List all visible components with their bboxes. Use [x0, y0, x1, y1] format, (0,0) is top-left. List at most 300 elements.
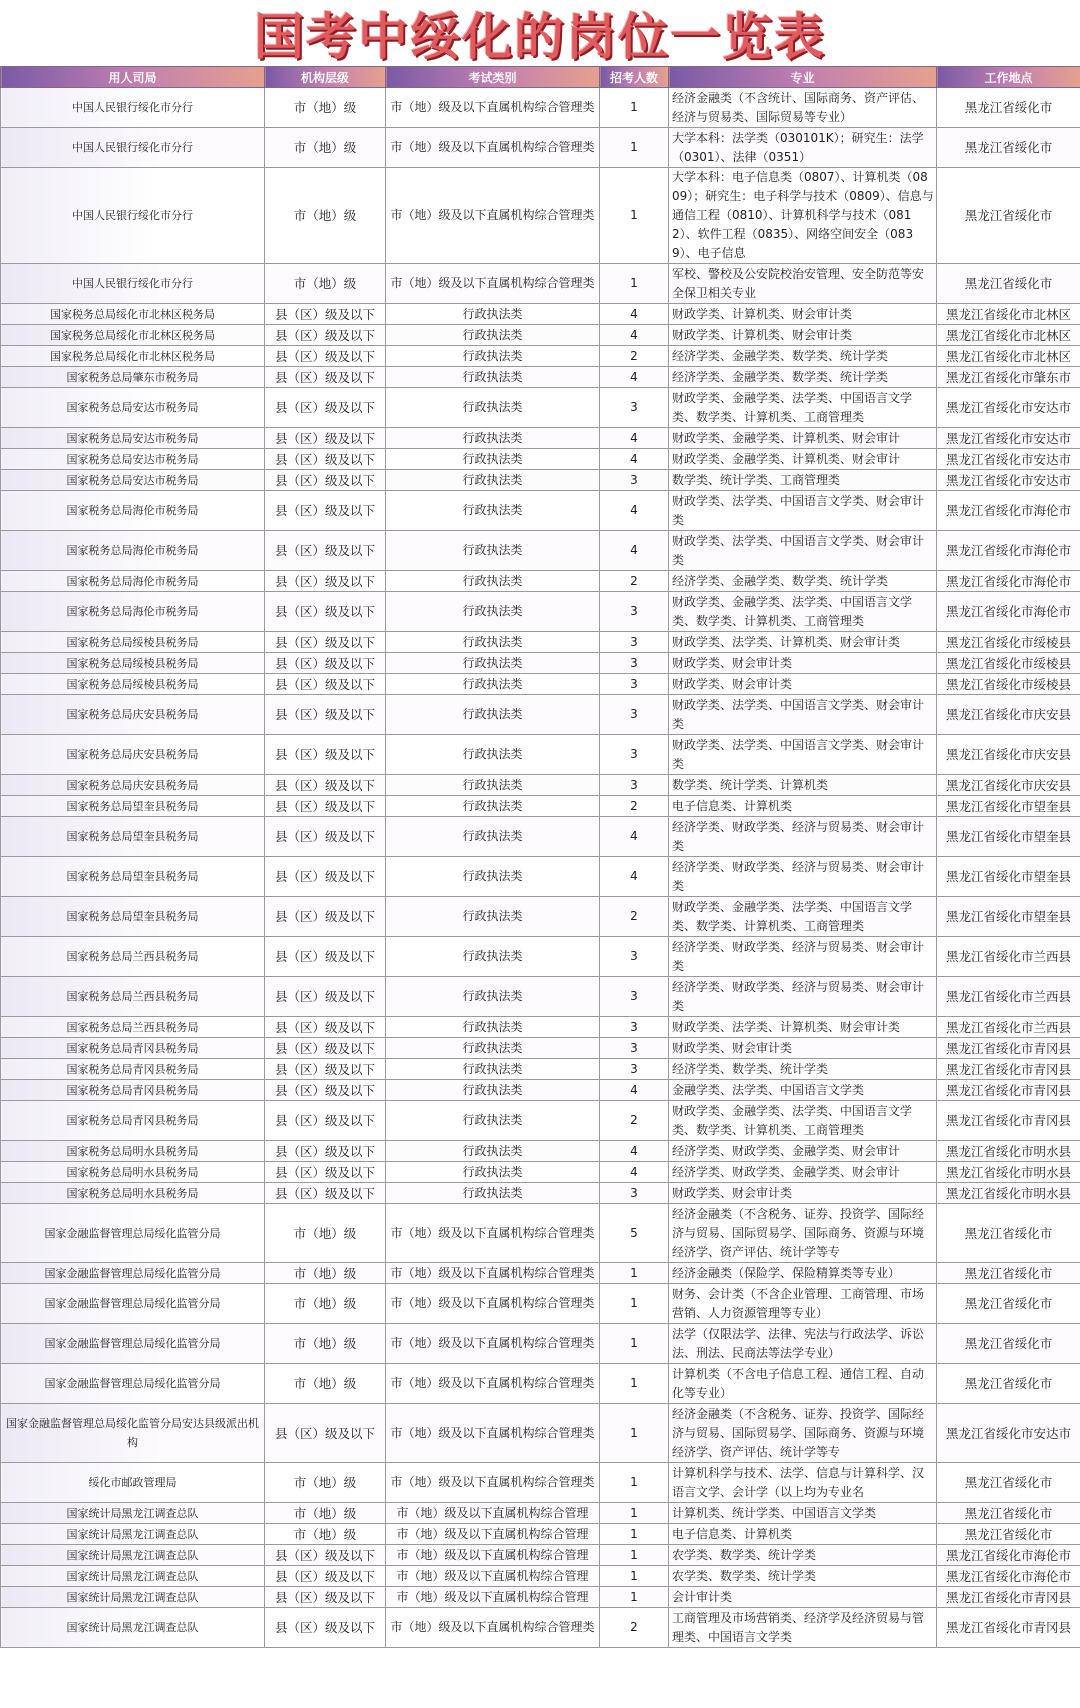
headcount-cell: 4 [600, 428, 669, 449]
department-cell: 国家税务总局庆安县税务局 [1, 695, 265, 735]
department-cell: 国家税务总局肇东市税务局 [1, 367, 265, 388]
major-cell: 财政学类、计算机类、财会审计类 [669, 325, 937, 346]
level-cell: 县（区）级及以下 [265, 653, 386, 674]
location-cell: 黑龙江省绥化市海伦市 [937, 571, 1080, 592]
department-cell: 中国人民银行绥化市分行 [1, 88, 265, 128]
level-cell: 市（地）级 [265, 1364, 386, 1404]
location-cell: 黑龙江省绥化市 [937, 88, 1080, 128]
department-cell: 国家税务总局安达市税务局 [1, 428, 265, 449]
major-cell: 经济金融类（不含税务、证券、投资学、国际经济与贸易、国际贸易学、国际商务、资源与环境经济学、资产评估、统计学等专 [669, 1404, 937, 1463]
department-cell: 国家税务总局青冈县税务局 [1, 1038, 265, 1059]
level-cell: 县（区）级及以下 [265, 346, 386, 367]
major-cell: 财政学类、金融学类、法学类、中国语言文学类、数学类、计算机类、工商管理类 [669, 897, 937, 937]
level-cell: 县（区）级及以下 [265, 632, 386, 653]
major-cell: 经济学类、金融学类、数学类、统计学类 [669, 571, 937, 592]
headcount-cell: 4 [600, 857, 669, 897]
headcount-cell: 1 [600, 264, 669, 304]
location-cell: 黑龙江省绥化市北林区 [937, 304, 1080, 325]
major-cell: 财政学类、金融学类、计算机类、财会审计 [669, 428, 937, 449]
major-cell: 大学本科：法学类（030101K）；研究生：法学（0301）、法律（0351） [669, 128, 937, 168]
major-cell: 经济学类、财政学类、金融学类、财会审计 [669, 1141, 937, 1162]
level-cell: 县（区）级及以下 [265, 937, 386, 977]
department-cell: 国家税务总局海伦市税务局 [1, 491, 265, 531]
location-cell: 黑龙江省绥化市望奎县 [937, 857, 1080, 897]
table-row [1, 653, 1080, 674]
major-cell: 财政学类、法学类、计算机类、财会审计类 [669, 632, 937, 653]
table-row [1, 1204, 1080, 1263]
page-title: 国考中绥化的岗位一览表 [254, 7, 826, 66]
table-row [1, 428, 1080, 449]
headcount-cell: 3 [600, 1017, 669, 1038]
exam-category-cell: 行政执法类 [386, 653, 600, 674]
major-cell: 经济金融类（不含税务、证券、投资学、国际经济与贸易、国际贸易学、国际商务、资源与环境经济学、资产评估、统计学等专 [669, 1204, 937, 1263]
location-cell: 黑龙江省绥化市望奎县 [937, 817, 1080, 857]
table-row [1, 88, 1080, 128]
major-cell: 财政学类、法学类、中国语言文学类、财会审计类 [669, 531, 937, 571]
exam-category-cell: 市（地）级及以下直属机构综合管理类 [386, 1463, 600, 1503]
headcount-cell: 3 [600, 937, 669, 977]
level-cell: 市（地）级 [265, 1284, 386, 1324]
department-cell: 国家统计局黑龙江调查总队 [1, 1566, 265, 1587]
level-cell: 县（区）级及以下 [265, 470, 386, 491]
table-row [1, 1101, 1080, 1141]
table-row [1, 857, 1080, 897]
location-cell: 黑龙江省绥化市庆安县 [937, 775, 1080, 796]
department-cell: 中国人民银行绥化市分行 [1, 128, 265, 168]
headcount-cell: 2 [600, 897, 669, 937]
level-cell: 县（区）级及以下 [265, 491, 386, 531]
department-cell: 国家金融监督管理总局绥化监管分局 [1, 1204, 265, 1263]
level-cell: 县（区）级及以下 [265, 1101, 386, 1141]
headcount-cell: 5 [600, 1204, 669, 1263]
exam-category-cell: 行政执法类 [386, 531, 600, 571]
level-cell: 县（区）级及以下 [265, 1404, 386, 1463]
level-cell: 县（区）级及以下 [265, 1059, 386, 1080]
department-cell: 国家税务总局绥化市北林区税务局 [1, 325, 265, 346]
table-row [1, 1162, 1080, 1183]
headcount-cell: 1 [600, 1503, 669, 1524]
major-cell: 军校、警校及公安院校治安管理、安全防范等安全保卫相关专业 [669, 264, 937, 304]
level-cell: 县（区）级及以下 [265, 817, 386, 857]
level-cell: 县（区）级及以下 [265, 1017, 386, 1038]
location-cell: 黑龙江省绥化市明水县 [937, 1141, 1080, 1162]
level-cell: 县（区）级及以下 [265, 1545, 386, 1566]
table-row [1, 128, 1080, 168]
major-cell: 财政学类、法学类、中国语言文学类、财会审计类 [669, 491, 937, 531]
level-cell: 县（区）级及以下 [265, 325, 386, 346]
table-row [1, 695, 1080, 735]
exam-category-cell: 行政执法类 [386, 937, 600, 977]
exam-category-cell: 行政执法类 [386, 695, 600, 735]
headcount-cell: 2 [600, 1608, 669, 1648]
exam-category-cell: 市（地）级及以下直属机构综合管理类 [386, 88, 600, 128]
exam-category-cell: 市（地）级及以下直属机构综合管理类 [386, 168, 600, 264]
exam-category-cell: 市（地）级及以下直属机构综合管理类 [386, 1263, 600, 1284]
location-cell: 黑龙江省绥化市望奎县 [937, 897, 1080, 937]
location-cell: 黑龙江省绥化市青冈县 [937, 1101, 1080, 1141]
exam-category-cell: 行政执法类 [386, 592, 600, 632]
location-cell: 黑龙江省绥化市安达市 [937, 449, 1080, 470]
level-cell: 县（区）级及以下 [265, 1608, 386, 1648]
exam-category-cell: 行政执法类 [386, 346, 600, 367]
headcount-cell: 2 [600, 796, 669, 817]
exam-category-cell: 市（地）级及以下直属机构综合管理类 [386, 1404, 600, 1463]
location-cell: 黑龙江省绥化市 [937, 128, 1080, 168]
level-cell: 市（地）级 [265, 1324, 386, 1364]
exam-category-cell: 行政执法类 [386, 775, 600, 796]
location-cell: 黑龙江省绥化市 [937, 168, 1080, 264]
department-cell: 国家税务总局望奎县税务局 [1, 897, 265, 937]
headcount-cell: 3 [600, 977, 669, 1017]
department-cell: 国家税务总局兰西县税务局 [1, 937, 265, 977]
level-cell: 市（地）级 [265, 128, 386, 168]
level-cell: 县（区）级及以下 [265, 531, 386, 571]
level-cell: 市（地）级 [265, 1263, 386, 1284]
exam-category-cell: 行政执法类 [386, 470, 600, 491]
headcount-cell: 1 [600, 1364, 669, 1404]
table-row [1, 346, 1080, 367]
location-cell: 黑龙江省绥化市青冈县 [937, 1038, 1080, 1059]
department-cell: 国家税务总局庆安县税务局 [1, 775, 265, 796]
department-cell: 中国人民银行绥化市分行 [1, 168, 265, 264]
table-row [1, 1324, 1080, 1364]
location-cell: 黑龙江省绥化市安达市 [937, 1404, 1080, 1463]
location-cell: 黑龙江省绥化市青冈县 [937, 1587, 1080, 1608]
location-cell: 黑龙江省绥化市青冈县 [937, 1059, 1080, 1080]
table-header-row [1, 67, 1080, 88]
major-cell: 计算机类、统计学类、中国语言文学类 [669, 1503, 937, 1524]
header-exam-category: 考试类别 [386, 67, 600, 88]
location-cell: 黑龙江省绥化市兰西县 [937, 1017, 1080, 1038]
exam-category-cell: 市（地）级及以下直属机构综合管理 [386, 1545, 600, 1566]
table-row [1, 388, 1080, 428]
exam-category-cell: 行政执法类 [386, 632, 600, 653]
location-cell: 黑龙江省绥化市安达市 [937, 428, 1080, 449]
headcount-cell: 1 [600, 1463, 669, 1503]
table-row [1, 1284, 1080, 1324]
table-row [1, 796, 1080, 817]
major-cell: 经济学类、财政学类、金融学类、财会审计 [669, 1162, 937, 1183]
headcount-cell: 3 [600, 470, 669, 491]
major-cell: 计算机科学与技术、法学、信息与计算科学、汉语言文学、会计学（以上均为专业名 [669, 1463, 937, 1503]
major-cell: 财政学类、计算机类、财会审计类 [669, 304, 937, 325]
level-cell: 县（区）级及以下 [265, 428, 386, 449]
level-cell: 县（区）级及以下 [265, 897, 386, 937]
headcount-cell: 4 [600, 531, 669, 571]
department-cell: 国家税务总局望奎县税务局 [1, 817, 265, 857]
headcount-cell: 4 [600, 367, 669, 388]
major-cell: 经济金融类（不含统计、国际商务、资产评估、经济与贸易类、国际贸易等专业） [669, 88, 937, 128]
headcount-cell: 3 [600, 775, 669, 796]
headcount-cell: 3 [600, 653, 669, 674]
headcount-cell: 3 [600, 735, 669, 775]
table-row [1, 775, 1080, 796]
department-cell: 国家税务总局安达市税务局 [1, 449, 265, 470]
location-cell: 黑龙江省绥化市 [937, 1263, 1080, 1284]
department-cell: 国家金融监督管理总局绥化监管分局 [1, 1263, 265, 1284]
headcount-cell: 4 [600, 1162, 669, 1183]
location-cell: 黑龙江省绥化市海伦市 [937, 531, 1080, 571]
headcount-cell: 4 [600, 304, 669, 325]
level-cell: 市（地）级 [265, 1524, 386, 1545]
level-cell: 县（区）级及以下 [265, 388, 386, 428]
department-cell: 国家统计局黑龙江调查总队 [1, 1545, 265, 1566]
table-row [1, 264, 1080, 304]
location-cell: 黑龙江省绥化市肇东市 [937, 367, 1080, 388]
major-cell: 农学类、数学类、统计学类 [669, 1566, 937, 1587]
headcount-cell: 4 [600, 491, 669, 531]
table-row [1, 1545, 1080, 1566]
table-row [1, 592, 1080, 632]
headcount-cell: 3 [600, 632, 669, 653]
exam-category-cell: 行政执法类 [386, 977, 600, 1017]
exam-category-cell: 行政执法类 [386, 1162, 600, 1183]
exam-category-cell: 行政执法类 [386, 325, 600, 346]
exam-category-cell: 行政执法类 [386, 367, 600, 388]
location-cell: 黑龙江省绥化市兰西县 [937, 977, 1080, 1017]
location-cell: 黑龙江省绥化市 [937, 264, 1080, 304]
level-cell: 县（区）级及以下 [265, 674, 386, 695]
table-row [1, 735, 1080, 775]
location-cell: 黑龙江省绥化市绥棱县 [937, 674, 1080, 695]
table-row [1, 325, 1080, 346]
location-cell: 黑龙江省绥化市明水县 [937, 1183, 1080, 1204]
table-row [1, 367, 1080, 388]
department-cell: 国家税务总局安达市税务局 [1, 470, 265, 491]
headcount-cell: 2 [600, 1101, 669, 1141]
header-department: 用人司局 [1, 67, 265, 88]
level-cell: 县（区）级及以下 [265, 1038, 386, 1059]
department-cell: 国家金融监督管理总局绥化监管分局安达县级派出机构 [1, 1404, 265, 1463]
department-cell: 国家税务总局望奎县税务局 [1, 796, 265, 817]
department-cell: 国家税务总局海伦市税务局 [1, 531, 265, 571]
headcount-cell: 1 [600, 128, 669, 168]
level-cell: 县（区）级及以下 [265, 571, 386, 592]
header-major: 专业 [669, 67, 937, 88]
location-cell: 黑龙江省绥化市北林区 [937, 346, 1080, 367]
headcount-cell: 2 [600, 346, 669, 367]
major-cell: 财政学类、金融学类、法学类、中国语言文学类、数学类、计算机类、工商管理类 [669, 592, 937, 632]
department-cell: 国家税务总局绥化市北林区税务局 [1, 304, 265, 325]
exam-category-cell: 行政执法类 [386, 1101, 600, 1141]
level-cell: 县（区）级及以下 [265, 367, 386, 388]
header-headcount: 招考人数 [600, 67, 669, 88]
major-cell: 法学（仅限法学、法律、宪法与行政法学、诉讼法、刑法、民商法等法学专业） [669, 1324, 937, 1364]
headcount-cell: 3 [600, 674, 669, 695]
level-cell: 县（区）级及以下 [265, 977, 386, 1017]
major-cell: 经济学类、财政学类、经济与贸易类、财会审计类 [669, 817, 937, 857]
major-cell: 经济学类、金融学类、数学类、统计学类 [669, 367, 937, 388]
exam-category-cell: 行政执法类 [386, 1038, 600, 1059]
table-row [1, 304, 1080, 325]
exam-category-cell: 行政执法类 [386, 491, 600, 531]
major-cell: 经济学类、金融学类、数学类、统计学类 [669, 346, 937, 367]
major-cell: 财务、会计类（不含企业管理、工商管理、市场营销、人力资源管理等专业） [669, 1284, 937, 1324]
table-row [1, 1503, 1080, 1524]
level-cell: 县（区）级及以下 [265, 775, 386, 796]
table-row [1, 1587, 1080, 1608]
headcount-cell: 4 [600, 325, 669, 346]
department-cell: 国家税务总局望奎县税务局 [1, 857, 265, 897]
location-cell: 黑龙江省绥化市 [937, 1463, 1080, 1503]
department-cell: 国家税务总局兰西县税务局 [1, 977, 265, 1017]
level-cell: 县（区）级及以下 [265, 695, 386, 735]
department-cell: 国家税务总局青冈县税务局 [1, 1080, 265, 1101]
department-cell: 中国人民银行绥化市分行 [1, 264, 265, 304]
level-cell: 县（区）级及以下 [265, 592, 386, 632]
headcount-cell: 3 [600, 1183, 669, 1204]
headcount-cell: 1 [600, 1524, 669, 1545]
exam-category-cell: 行政执法类 [386, 1059, 600, 1080]
department-cell: 国家税务总局绥棱县税务局 [1, 674, 265, 695]
level-cell: 县（区）级及以下 [265, 1162, 386, 1183]
table-row [1, 1524, 1080, 1545]
department-cell: 国家统计局黑龙江调查总队 [1, 1524, 265, 1545]
table-row [1, 897, 1080, 937]
headcount-cell: 3 [600, 592, 669, 632]
table-row [1, 1364, 1080, 1404]
exam-category-cell: 市（地）级及以下直属机构综合管理类 [386, 1608, 600, 1648]
headcount-cell: 1 [600, 1263, 669, 1284]
table-row [1, 632, 1080, 653]
table-row [1, 1404, 1080, 1463]
headcount-cell: 1 [600, 1545, 669, 1566]
level-cell: 市（地）级 [265, 264, 386, 304]
level-cell: 县（区）级及以下 [265, 1566, 386, 1587]
level-cell: 市（地）级 [265, 1204, 386, 1263]
headcount-cell: 1 [600, 1284, 669, 1324]
table-row [1, 1017, 1080, 1038]
table-row [1, 1059, 1080, 1080]
major-cell: 数学类、统计学类、工商管理类 [669, 470, 937, 491]
major-cell: 电子信息类、计算机类 [669, 1524, 937, 1545]
table-row [1, 977, 1080, 1017]
exam-category-cell: 行政执法类 [386, 388, 600, 428]
level-cell: 县（区）级及以下 [265, 1080, 386, 1101]
headcount-cell: 1 [600, 1404, 669, 1463]
table-row [1, 1463, 1080, 1503]
exam-category-cell: 市（地）级及以下直属机构综合管理 [386, 1566, 600, 1587]
exam-category-cell: 市（地）级及以下直属机构综合管理 [386, 1587, 600, 1608]
headcount-cell: 1 [600, 168, 669, 264]
table-row [1, 491, 1080, 531]
location-cell: 黑龙江省绥化市海伦市 [937, 592, 1080, 632]
exam-category-cell: 行政执法类 [386, 1141, 600, 1162]
major-cell: 农学类、数学类、统计学类 [669, 1545, 937, 1566]
level-cell: 县（区）级及以下 [265, 1183, 386, 1204]
location-cell: 黑龙江省绥化市 [937, 1324, 1080, 1364]
major-cell: 经济金融类（保险学、保险精算类等专业） [669, 1263, 937, 1284]
major-cell: 工商管理及市场营销类、经济学及经济贸易与管理类、中国语言文学类 [669, 1608, 937, 1648]
location-cell: 黑龙江省绥化市 [937, 1524, 1080, 1545]
department-cell: 国家税务总局明水县税务局 [1, 1162, 265, 1183]
level-cell: 县（区）级及以下 [265, 1587, 386, 1608]
major-cell: 财政学类、财会审计类 [669, 653, 937, 674]
table-row [1, 817, 1080, 857]
table-row [1, 1141, 1080, 1162]
location-cell: 黑龙江省绥化市 [937, 1284, 1080, 1324]
major-cell: 经济学类、财政学类、经济与贸易类、财会审计类 [669, 857, 937, 897]
major-cell: 数学类、统计学类、计算机类 [669, 775, 937, 796]
department-cell: 国家金融监督管理总局绥化监管分局 [1, 1324, 265, 1364]
header-level: 机构层级 [265, 67, 386, 88]
headcount-cell: 4 [600, 817, 669, 857]
location-cell: 黑龙江省绥化市青冈县 [937, 1080, 1080, 1101]
headcount-cell: 3 [600, 388, 669, 428]
location-cell: 黑龙江省绥化市明水县 [937, 1162, 1080, 1183]
major-cell: 电子信息类、计算机类 [669, 796, 937, 817]
headcount-cell: 1 [600, 1566, 669, 1587]
department-cell: 国家税务总局明水县税务局 [1, 1183, 265, 1204]
headcount-cell: 2 [600, 571, 669, 592]
exam-category-cell: 行政执法类 [386, 735, 600, 775]
major-cell: 经济学类、财政学类、经济与贸易类、财会审计类 [669, 977, 937, 1017]
location-cell: 黑龙江省绥化市绥棱县 [937, 632, 1080, 653]
table-row [1, 1183, 1080, 1204]
location-cell: 黑龙江省绥化市海伦市 [937, 491, 1080, 531]
table-row [1, 1038, 1080, 1059]
positions-table [0, 66, 1080, 1648]
headcount-cell: 4 [600, 449, 669, 470]
level-cell: 县（区）级及以下 [265, 449, 386, 470]
department-cell: 绥化市邮政管理局 [1, 1463, 265, 1503]
headcount-cell: 3 [600, 1038, 669, 1059]
exam-category-cell: 行政执法类 [386, 674, 600, 695]
header-location: 工作地点 [937, 67, 1080, 88]
table-row [1, 1608, 1080, 1648]
location-cell: 黑龙江省绥化市 [937, 1204, 1080, 1263]
location-cell: 黑龙江省绥化市青冈县 [937, 1608, 1080, 1648]
exam-category-cell: 行政执法类 [386, 817, 600, 857]
exam-category-cell: 市（地）级及以下直属机构综合管理 [386, 1503, 600, 1524]
department-cell: 国家税务总局安达市税务局 [1, 388, 265, 428]
level-cell: 县（区）级及以下 [265, 1141, 386, 1162]
headcount-cell: 4 [600, 1080, 669, 1101]
major-cell: 财政学类、财会审计类 [669, 1183, 937, 1204]
department-cell: 国家统计局黑龙江调查总队 [1, 1608, 265, 1648]
table-row [1, 937, 1080, 977]
department-cell: 国家税务总局绥化市北林区税务局 [1, 346, 265, 367]
level-cell: 县（区）级及以下 [265, 304, 386, 325]
location-cell: 黑龙江省绥化市 [937, 1503, 1080, 1524]
major-cell: 财政学类、金融学类、法学类、中国语言文学类、数学类、计算机类、工商管理类 [669, 388, 937, 428]
department-cell: 国家税务总局兰西县税务局 [1, 1017, 265, 1038]
department-cell: 国家税务总局庆安县税务局 [1, 735, 265, 775]
location-cell: 黑龙江省绥化市北林区 [937, 325, 1080, 346]
department-cell: 国家金融监督管理总局绥化监管分局 [1, 1364, 265, 1404]
major-cell: 计算机类（不含电子信息工程、通信工程、自动化等专业） [669, 1364, 937, 1404]
department-cell: 国家税务总局青冈县税务局 [1, 1059, 265, 1080]
location-cell: 黑龙江省绥化市海伦市 [937, 1545, 1080, 1566]
department-cell: 国家税务总局明水县税务局 [1, 1141, 265, 1162]
level-cell: 市（地）级 [265, 168, 386, 264]
table-row [1, 531, 1080, 571]
table-row [1, 449, 1080, 470]
exam-category-cell: 行政执法类 [386, 897, 600, 937]
exam-category-cell: 行政执法类 [386, 796, 600, 817]
location-cell: 黑龙江省绥化市兰西县 [937, 937, 1080, 977]
exam-category-cell: 行政执法类 [386, 1017, 600, 1038]
level-cell: 县（区）级及以下 [265, 735, 386, 775]
exam-category-cell: 行政执法类 [386, 449, 600, 470]
table-row [1, 1566, 1080, 1587]
exam-category-cell: 市（地）级及以下直属机构综合管理类 [386, 1324, 600, 1364]
location-cell: 黑龙江省绥化市海伦市 [937, 1566, 1080, 1587]
exam-category-cell: 行政执法类 [386, 1080, 600, 1101]
department-cell: 国家统计局黑龙江调查总队 [1, 1503, 265, 1524]
major-cell: 经济学类、财政学类、经济与贸易类、财会审计类 [669, 937, 937, 977]
headcount-cell: 1 [600, 1324, 669, 1364]
